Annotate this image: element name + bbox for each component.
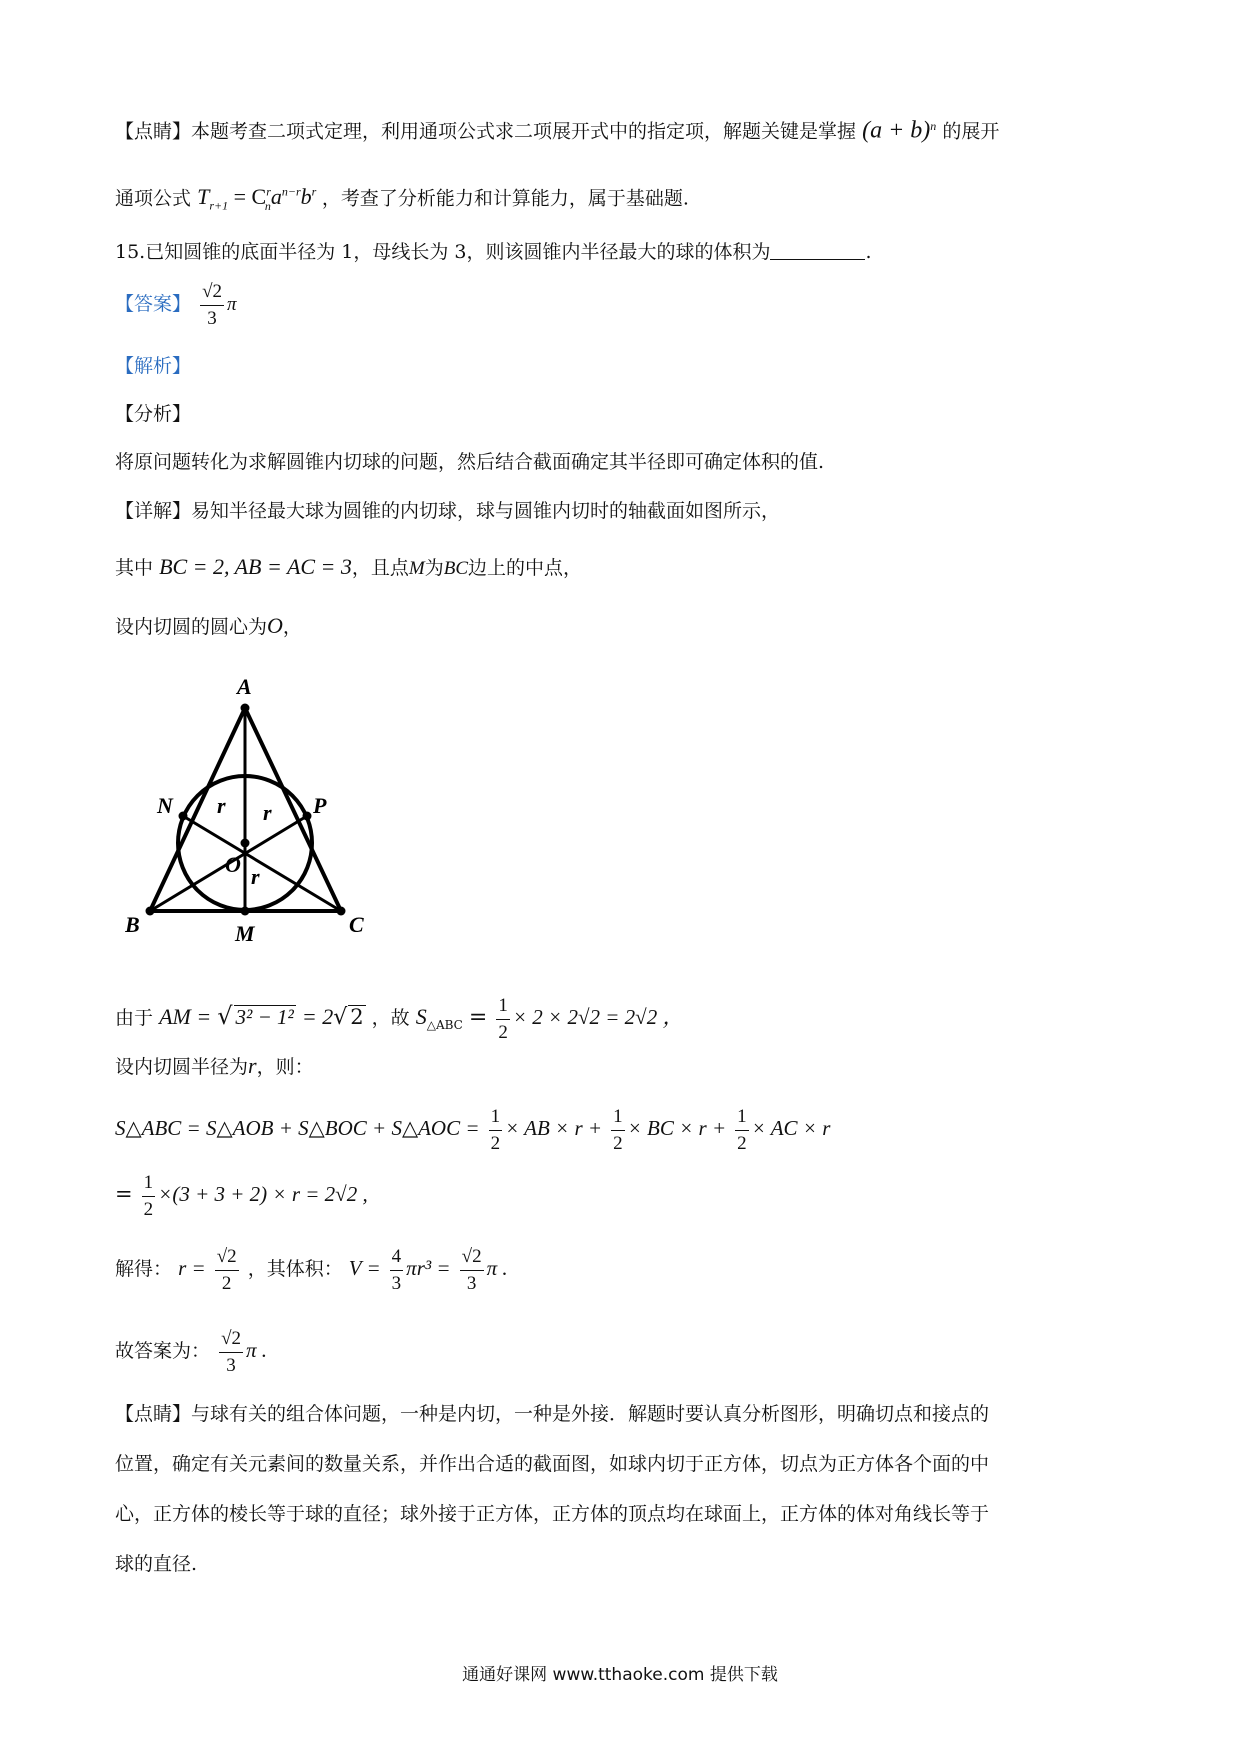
answer-blank [770,239,865,260]
label-c: C [349,912,364,937]
prev-comment-tag: 【点睛】 [115,120,192,143]
prev-comment-line1: 【点睛】本题考查二项式定理，利用通项公式求二项展开式中的指定项，解题关键是掌握 $(a + b)^n$ 的展开 [115,117,1000,144]
calc-line6: 故答案为： $\frac{√2}{3}$ π . [115,1327,268,1376]
point-p [303,812,312,821]
point-b [146,907,155,916]
incircle-figure [125,668,425,948]
calc-line4: = $\frac{1}{2}$ ×(3 + 3 + 2) × r = 2√2 , [115,1171,368,1220]
answer-line: 【答案】 $\frac{√2}{3}$ π [115,278,237,332]
label-r3: r [251,864,260,889]
detail-line1: 【详解】易知半径最大球为圆锥的内切球，球与圆锥内切时的轴截面如图所示， [115,500,781,522]
label-n: N [157,793,173,818]
prev-comment-line2: 通项公式 $T_{r+1} = C^r_na^{n-r}b^r$ ，考查了分析能力和计算能力，属于基础题. [115,184,689,213]
calc-line1: 由于 AM = √ 3² − 1² = 2√ 2 ，故 $S_{\triangle ABC}$ = $\frac{1}{2}$ × 2 × 2√2 = 2√2 ， [115,994,684,1043]
calc-line3: S△ABC = S△AOB + S△BOC + S△AOC = $\frac{1}{2}$ × AB × r + $\frac{1}{2}$ × BC × r + $\frac{1}{2}$ × AC × r [115,1105,831,1154]
point-n [179,812,188,821]
answer-tag: 【答案】 [115,293,192,315]
label-o: O [225,852,241,877]
comment-line1: 【点睛】与球有关的组合体问题，一种是内切，一种是外接．解题时要认真分析图形，明确切点和接点的 [115,1403,990,1425]
label-a: A [237,674,252,699]
analysis-tag: 【解析】 [115,355,192,377]
comment-line3: 心，正方体的棱长等于球的直径；球外接于正方体，正方体的顶点均在球面上，正方体的体对角线长等于 [115,1503,990,1525]
point-m [241,907,250,916]
point-c [337,907,346,916]
label-b: B [125,912,140,937]
calc-line2: 设内切圆半径为r，则： [115,1053,314,1078]
calc-line5: 解得： r = $\frac{√2}{2}$ ，其体积： V = $\frac{4}{3}$ πr³ = $\frac{√2}{3}$ π . [115,1245,508,1294]
label-p: P [313,793,327,818]
detail-line2: 其中 BC = 2, AB = AC = 3，且点M为BC边上的中点， [115,554,583,579]
comment-line2: 位置，确定有关元素间的数量关系，并作出合适的截面图，如球内切于正方体，切点为正方体各个面的中 [115,1453,990,1475]
question-15: 15.已知圆锥的底面半径为 1，母线长为 3，则该圆锥内半径最大的球的体积为 . [115,241,872,263]
comment-tag: 【点睛】 [115,1403,192,1425]
fenxi-text: 将原问题转化为求解圆锥内切球的问题，然后结合截面确定其半径即可确定体积的值. [115,451,825,473]
comment-line4: 球的直径. [115,1553,198,1575]
label-r1: r [217,793,226,818]
point-a [241,704,250,713]
fenxi-tag: 【分析】 [115,403,192,425]
point-o [241,839,250,848]
binomial-formula: (a + b) [862,117,931,144]
label-r2: r [263,800,272,825]
page-footer: 通通好课网 www.tthaoke.com 提供下载 [462,1665,778,1685]
general-term-formula: $T_{r+1} = C^r_na^{n-r}b^r$ [197,184,317,213]
answer-fraction: $\frac{√2}{3}$ [202,280,222,329]
detail-line3: 设内切圆的圆心为O， [115,613,302,638]
label-m: M [235,921,255,946]
